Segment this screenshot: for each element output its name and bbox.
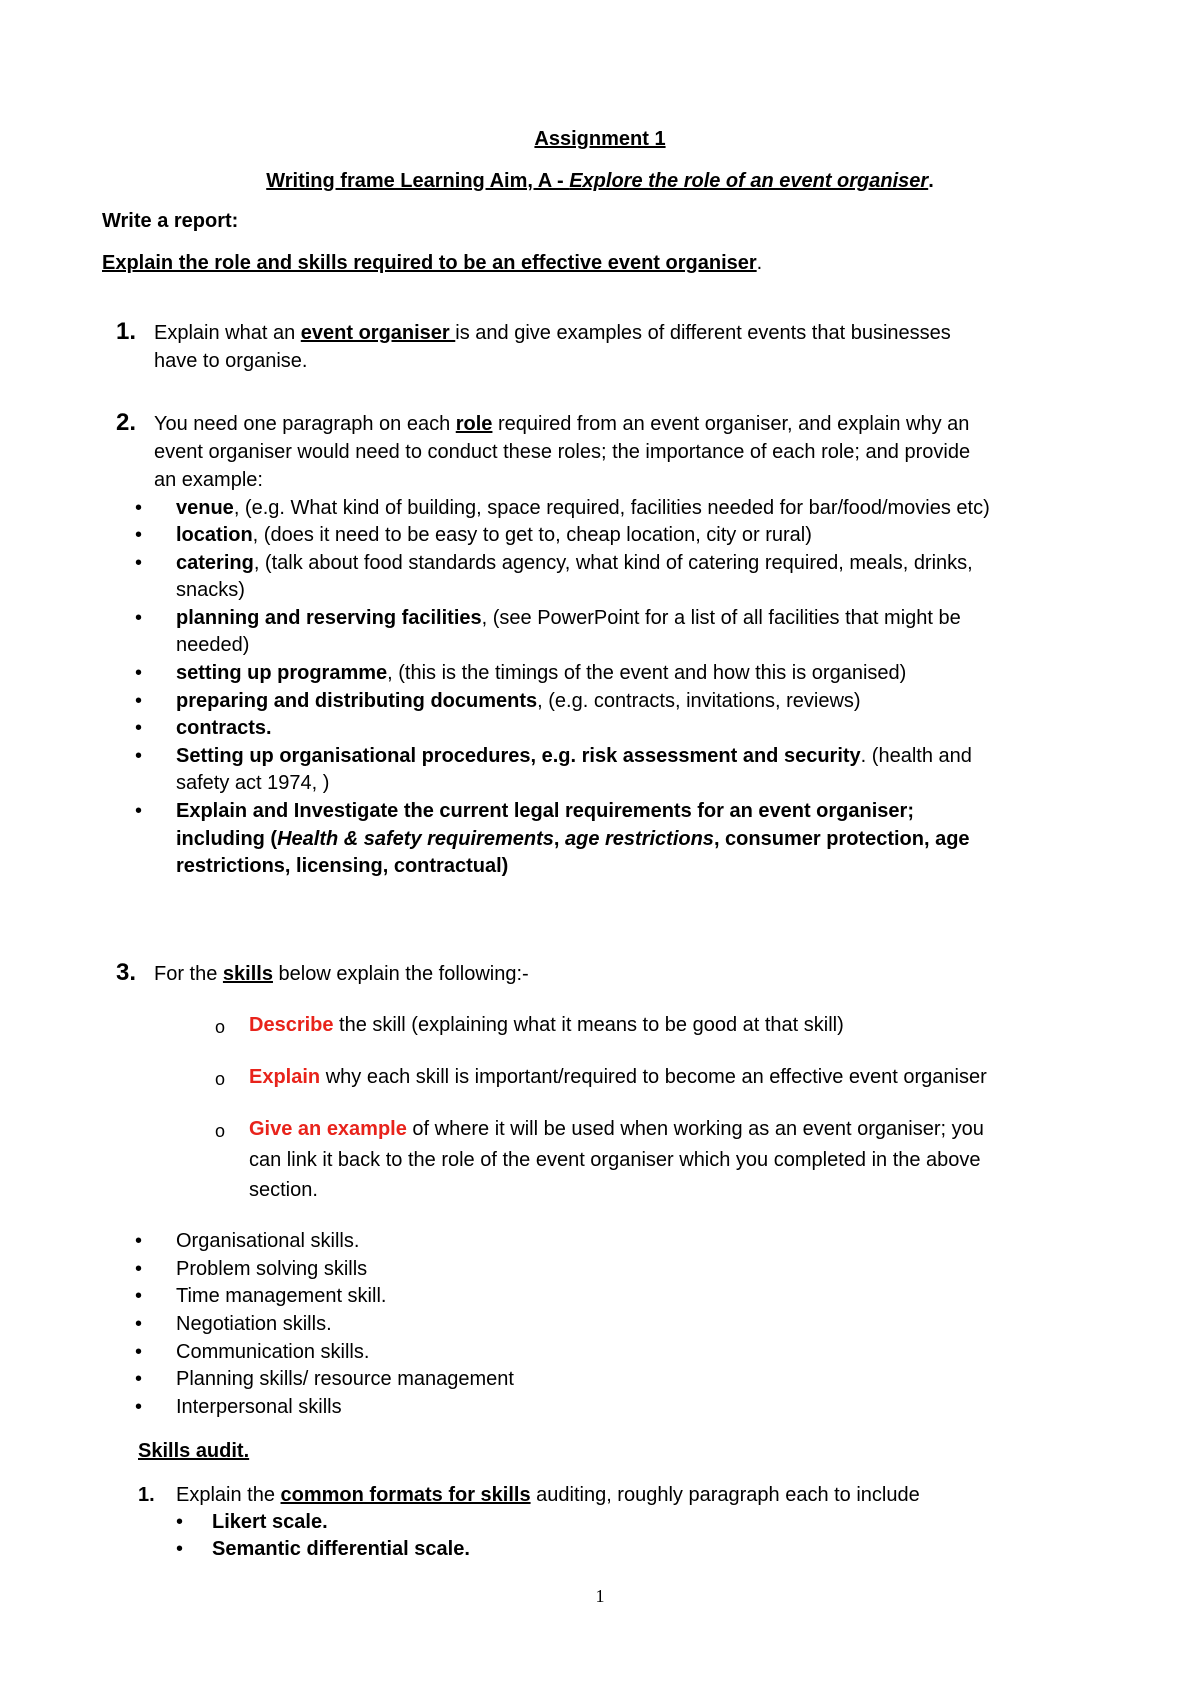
q3-example-line-3: section. <box>249 1179 318 1201</box>
q3-explain: Explain why each skill is important/required to become an effective event organiser <box>249 1066 987 1088</box>
q2-line-1: You need one paragraph on each role required from an event organiser, and explain why an <box>154 413 970 435</box>
bullet-icon: • <box>135 1258 143 1280</box>
role-location: location, (does it need to be easy to get to, cheap location, city or rural) <box>176 524 812 546</box>
skill-item: Time management skill. <box>176 1285 387 1307</box>
skills-audit-heading: Skills audit. <box>138 1440 250 1462</box>
audit-line-1: Explain the common formats for skills auditing, roughly paragraph each to include <box>176 1484 920 1506</box>
bullet-icon: • <box>135 1313 143 1335</box>
bullet-icon: • <box>135 1285 143 1307</box>
bullet-icon: • <box>135 607 143 629</box>
bullet-icon: • <box>176 1511 184 1533</box>
circle-bullet-icon: o <box>215 1017 226 1037</box>
skill-item: Communication skills. <box>176 1341 370 1363</box>
explain-heading: Explain the role and skills required to be an effective event organiser. <box>102 252 763 274</box>
bullet-icon: • <box>135 524 143 546</box>
bullet-icon: • <box>135 1396 143 1418</box>
page-number: 1 <box>595 1586 605 1606</box>
bullet-icon: • <box>135 1368 143 1390</box>
role-procedures: Setting up organisational procedures, e.g. risk assessment and security. (health and <box>176 745 972 767</box>
legal-requirements-line-2: including (Health & safety requirements, age restrictions, consumer protection, age <box>176 828 970 850</box>
legal-requirements-line-1: Explain and Investigate the current legal requirements for an event organiser; <box>176 800 914 822</box>
circle-bullet-icon: o <box>215 1069 226 1089</box>
bullet-icon: • <box>135 662 143 684</box>
q3-number: 3. <box>116 959 137 986</box>
bullet-icon: • <box>135 745 143 767</box>
audit-semantic: Semantic differential scale. <box>212 1538 470 1560</box>
skill-item: Organisational skills. <box>176 1230 360 1252</box>
bullet-icon: • <box>135 690 143 712</box>
circle-bullet-icon: o <box>215 1121 226 1141</box>
bullet-icon: • <box>135 552 143 574</box>
q1-number: 1. <box>116 318 137 345</box>
q1-line-1: Explain what an event organiser is and give examples of different events that businesses <box>154 322 951 344</box>
skill-item: Interpersonal skills <box>176 1396 342 1418</box>
role-catering: catering, (talk about food standards agency, what kind of catering required, meals, drinks, <box>176 552 973 574</box>
skill-item: Negotiation skills. <box>176 1313 332 1335</box>
q3-describe: Describe the skill (explaining what it means to be good at that skill) <box>249 1014 844 1036</box>
q2-line-2: event organiser would need to conduct these roles; the importance of each role; and provide <box>154 441 971 463</box>
q3-example: Give an example of where it will be used when working as an event organiser; you <box>249 1118 984 1140</box>
bullet-icon: • <box>135 800 143 822</box>
role-venue: venue, (e.g. What kind of building, space required, facilities needed for bar/food/movies etc) <box>176 497 990 519</box>
role-contracts: contracts. <box>176 717 272 739</box>
write-report-label: Write a report: <box>102 210 239 232</box>
q3-example-line-2: can link it back to the role of the event organiser which you completed in the above <box>249 1149 981 1171</box>
q1-line-2: have to organise. <box>154 350 308 372</box>
role-documents: preparing and distributing documents, (e.g. contracts, invitations, reviews) <box>176 690 861 712</box>
assignment-title: Assignment 1 <box>534 128 666 150</box>
bullet-icon: • <box>135 1341 143 1363</box>
skill-item: Planning skills/ resource management <box>176 1368 514 1390</box>
skill-item: Problem solving skills <box>176 1258 368 1280</box>
q2-line-3: an example: <box>154 469 263 491</box>
bullet-icon: • <box>135 497 143 519</box>
audit-number: 1. <box>138 1484 155 1506</box>
q3-line-1: For the skills below explain the following:- <box>154 963 529 985</box>
bullet-icon: • <box>135 1230 143 1252</box>
audit-likert: Likert scale. <box>212 1511 328 1533</box>
bullet-icon: • <box>176 1538 184 1560</box>
learning-aim-subtitle: Writing frame Learning Aim, A - Explore the role of an event organiser. <box>266 170 934 192</box>
bullet-icon: • <box>135 717 143 739</box>
role-procedures-line-2: safety act 1974, ) <box>176 772 330 794</box>
role-planning-facilities-line-2: needed) <box>176 634 250 656</box>
role-catering-line-2: snacks) <box>176 579 245 601</box>
legal-requirements-line-3: restrictions, licensing, contractual) <box>176 855 509 877</box>
role-programme: setting up programme, (this is the timings of the event and how this is organised) <box>176 662 907 684</box>
role-planning-facilities: planning and reserving facilities, (see PowerPoint for a list of all facilities that might be <box>176 607 961 629</box>
q2-number: 2. <box>116 409 137 436</box>
